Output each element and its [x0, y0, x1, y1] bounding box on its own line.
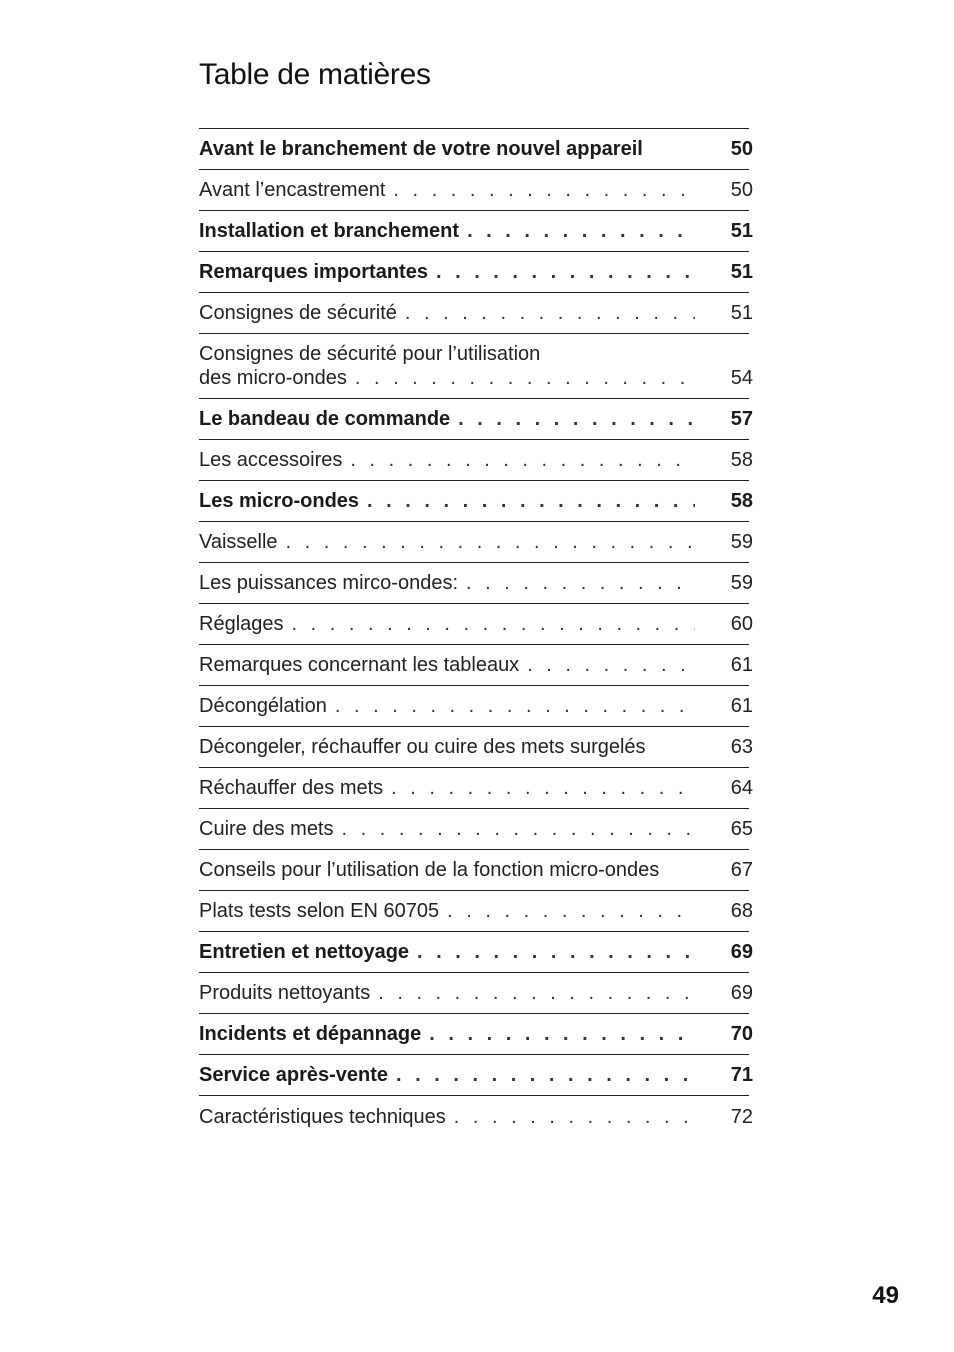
table-of-contents: [199, 128, 753, 1137]
toc-entry-label: Les micro-ondes: [199, 490, 360, 512]
toc-entry-label: Avant l’encastrement: [199, 179, 386, 201]
dot-leader: [367, 489, 695, 513]
toc-entry-label: Plats tests selon EN 60705: [199, 900, 440, 922]
dot-leader: [378, 981, 695, 1005]
toc-entry-label: Consignes de sécurité: [199, 302, 397, 324]
toc-entry-page: 60: [730, 613, 753, 635]
toc-entry-page: 61: [730, 654, 753, 676]
page-title: Table de matières: [199, 58, 431, 91]
toc-entry-caracteristiques[interactable]: [199, 1096, 753, 1137]
toc-entry-page: 50: [730, 179, 753, 201]
toc-entry-label: Avant le branchement de votre nouvel appareil: [199, 138, 643, 160]
toc-entry-micro-ondes[interactable]: [199, 481, 753, 522]
toc-entry-label: Service après-vente: [199, 1064, 389, 1086]
toc-entry-page: 72: [730, 1106, 753, 1128]
toc-entry-installation[interactable]: [199, 211, 753, 252]
toc-entry-conseils[interactable]: [199, 850, 753, 891]
dot-leader: [335, 694, 695, 718]
toc-entry-incidents[interactable]: [199, 1014, 753, 1055]
toc-entry-label: Les puissances mirco-ondes:: [199, 572, 459, 594]
toc-entry-produits-nettoyants[interactable]: [199, 973, 753, 1014]
dot-leader: [355, 366, 695, 390]
toc-entry-page: 69: [730, 941, 753, 963]
toc-entry-remarques-importantes[interactable]: [199, 252, 753, 293]
toc-entry-page: 58: [730, 490, 753, 512]
dot-leader: [286, 530, 695, 554]
dot-leader: [396, 1063, 695, 1087]
toc-entry-decongelation[interactable]: [199, 686, 753, 727]
dot-leader: [350, 448, 695, 472]
toc-entry-label: Le bandeau de commande: [199, 408, 451, 430]
toc-entry-puissances[interactable]: [199, 563, 753, 604]
toc-entry-avant-le-branchement[interactable]: [199, 129, 753, 170]
toc-entry-label: Conseils pour l’utilisation de la fonction micro-ondes: [199, 859, 660, 881]
toc-entry-page: 67: [730, 859, 753, 881]
toc-entry-label: Réglages: [199, 613, 284, 635]
toc-entry-page: 65: [730, 818, 753, 840]
toc-entry-label: Remarques importantes: [199, 261, 428, 283]
toc-entry-entretien[interactable]: [199, 932, 753, 973]
toc-entry-page: 51: [730, 302, 753, 324]
toc-entry-avant-l-encastrement[interactable]: [199, 170, 753, 211]
toc-entry-page: 69: [730, 982, 753, 1004]
dot-leader: [458, 407, 695, 431]
toc-entry-label: Les accessoires: [199, 449, 343, 471]
toc-entry-consignes-de-securite[interactable]: [199, 293, 753, 334]
toc-entry-rechauffer[interactable]: [199, 768, 753, 809]
dot-leader: [417, 940, 695, 964]
toc-entry-label: Consignes de sécurité pour l’utilisation: [199, 343, 541, 365]
dot-leader: [429, 1022, 695, 1046]
toc-entry-label: Cuire des mets: [199, 818, 334, 840]
toc-entry-bandeau-de-commande[interactable]: [199, 399, 753, 440]
dot-leader: [292, 612, 695, 636]
toc-entry-label: Décongeler, réchauffer ou cuire des mets surgelés: [199, 736, 646, 758]
dot-leader: [466, 571, 695, 595]
toc-entry-label: Produits nettoyants: [199, 982, 371, 1004]
toc-entry-accessoires[interactable]: [199, 440, 753, 481]
toc-entry-page: 51: [730, 261, 753, 283]
dot-leader: [527, 653, 695, 677]
toc-entry-page: 57: [730, 408, 753, 430]
dot-leader: [467, 219, 695, 243]
toc-entry-reglages[interactable]: [199, 604, 753, 645]
dot-leader: [391, 776, 695, 800]
toc-entry-vaisselle[interactable]: [199, 522, 753, 563]
toc-entry-label: Vaisselle: [199, 531, 278, 553]
toc-entry-page: 59: [730, 572, 753, 594]
toc-entry-label: Caractéristiques techniques: [199, 1106, 446, 1128]
dot-leader: [436, 260, 695, 284]
toc-entry-page: 50: [730, 138, 753, 160]
toc-entry-page: 68: [730, 900, 753, 922]
toc-entry-remarques-tableaux[interactable]: [199, 645, 753, 686]
toc-entry-label: Décongélation: [199, 695, 327, 717]
dot-leader: [342, 817, 696, 841]
toc-entry-label-line2: des micro-ondes: [199, 367, 347, 389]
toc-entry-plats-tests[interactable]: [199, 891, 753, 932]
dot-leader: [447, 899, 695, 923]
page-number: 49: [872, 1282, 899, 1309]
toc-entry-service-apres-vente[interactable]: [199, 1055, 753, 1096]
toc-entry-page: 71: [730, 1064, 753, 1086]
toc-entry-page: 58: [730, 449, 753, 471]
toc-entry-page: 70: [730, 1023, 753, 1045]
toc-entry-consignes-micro-ondes[interactable]: [199, 334, 753, 399]
dot-leader: [405, 301, 695, 325]
toc-entry-decongeler-surgeles[interactable]: [199, 727, 753, 768]
toc-entry-label: Installation et branchement: [199, 220, 460, 242]
toc-entry-label: Entretien et nettoyage: [199, 941, 410, 963]
toc-entry-label: Réchauffer des mets: [199, 777, 384, 799]
toc-entry-page: 59: [730, 531, 753, 553]
toc-entry-label: Remarques concernant les tableaux: [199, 654, 520, 676]
toc-entry-page: 51: [730, 220, 753, 242]
toc-entry-page: 63: [730, 736, 753, 758]
toc-entry-page: 64: [730, 777, 753, 799]
toc-entry-page: 61: [730, 695, 753, 717]
dot-leader: [393, 178, 695, 202]
dot-leader: [454, 1105, 695, 1129]
toc-entry-cuire[interactable]: [199, 809, 753, 850]
toc-entry-label: Incidents et dépannage: [199, 1023, 422, 1045]
toc-entry-page: 54: [730, 367, 753, 389]
